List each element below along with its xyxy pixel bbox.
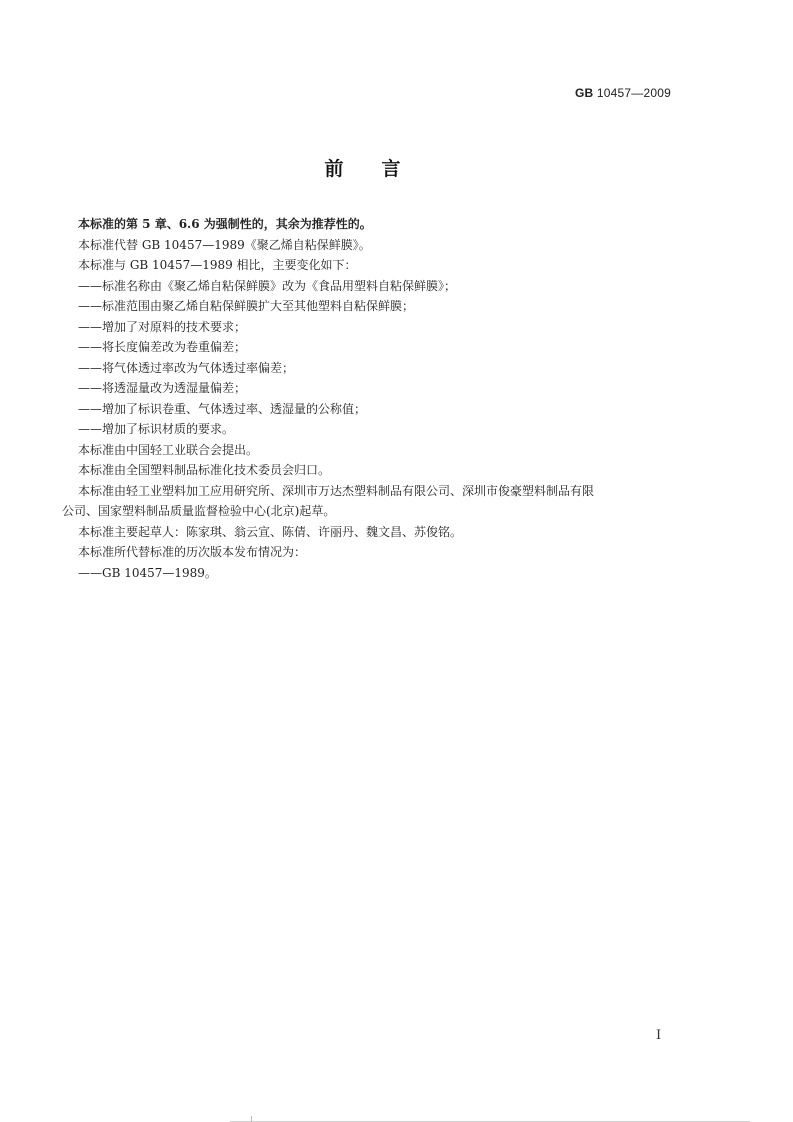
- change-item: ——增加了标识材质的要求。: [78, 422, 235, 436]
- paragraph-administered-by: 本标准由全国塑料制品标准化技术委员会归口。: [78, 463, 331, 477]
- change-item: ——标准名称由《聚乙烯自粘保鲜膜》改为《食品用塑料自粘保鲜膜》；: [78, 278, 457, 293]
- paragraph-previous-editions: 本标准所代替标准的历次版本发布情况为：: [78, 545, 307, 559]
- foreword-body: [62, 214, 677, 583]
- change-item: ——将透湿量改为透湿量偏差；: [78, 381, 247, 395]
- paragraph-drafted-by-continued: 公司、国家塑料制品质量监督检验中心(北京)起草。: [62, 504, 336, 518]
- page-title: 前言: [324, 158, 439, 180]
- change-item: ——将长度偏差改为卷重偏差；: [78, 340, 247, 354]
- change-item: ——增加了对原料的技术要求；: [78, 319, 247, 334]
- paragraph-replaces: 本标准代替 GB 10457—1989《聚乙烯自粘保鲜膜》。: [78, 237, 371, 252]
- page-number: I: [656, 1028, 662, 1043]
- paragraph-drafters: 本标准主要起草人：陈家琪、翁云宣、陈倩、许丽丹、魏文昌、苏俊铭。: [78, 524, 463, 539]
- scan-edge-tick: [251, 1116, 252, 1121]
- paragraph-mandatory-clause: 本标准的第 5 章、6.6 为强制性的，其余为推荐性的。: [78, 217, 372, 231]
- previous-edition-item: ——GB 10457—1989。: [78, 565, 217, 580]
- paragraph-changes-intro: 本标准与 GB 10457—1989 相比，主要变化如下：: [78, 258, 357, 272]
- standard-prefix: GB: [574, 86, 594, 100]
- standard-number: 10457—2009: [596, 86, 671, 100]
- change-item: ——增加了标识卷重、气体透过率、透湿量的公称值；: [78, 401, 367, 416]
- change-item: ——标准范围由聚乙烯自粘保鲜膜扩大至其他塑料自粘保鲜膜；: [78, 299, 415, 313]
- paragraph-drafted-by: 本标准由轻工业塑料加工应用研究所、深圳市万达杰塑料制品有限公司、深圳市俊豪塑料制品有限: [78, 483, 595, 498]
- change-item: ——将气体透过率改为气体透过率偏差；: [78, 360, 295, 375]
- paragraph-proposed-by: 本标准由中国轻工业联合会提出。: [78, 442, 259, 457]
- standard-code-header: [575, 86, 671, 100]
